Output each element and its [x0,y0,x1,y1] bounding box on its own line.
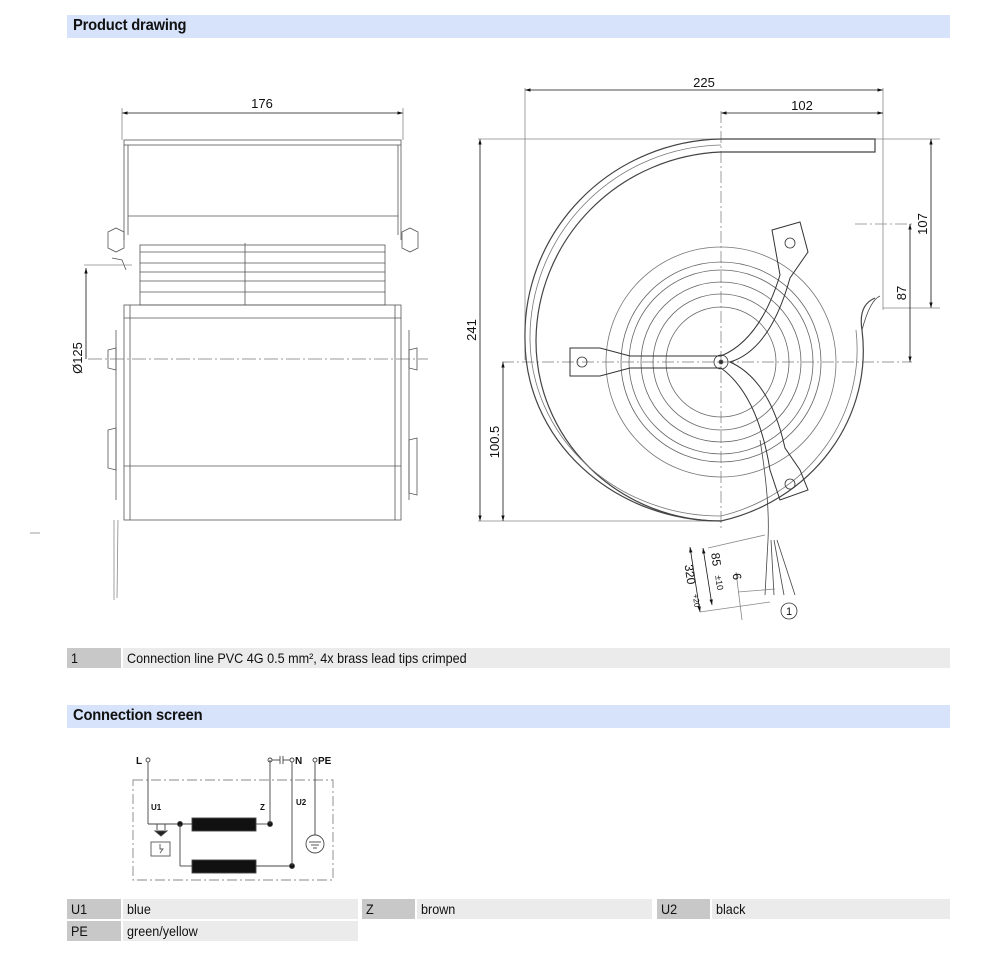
legend-row [67,648,950,668]
section-title: Connection screen [73,707,203,724]
terminal-n-label: N [295,756,303,767]
wiring-diagram [120,745,360,895]
color-table-row [67,899,950,919]
svg-text:±10: ±10 [713,574,726,591]
wire-key: Z [362,899,415,919]
dimension-width-225: 225 [693,75,715,90]
winding-main [192,818,256,831]
ground-icon [306,835,324,853]
dimension-axis-100-5: 100.5 [487,425,502,459]
color-table-row [67,921,950,941]
winding-aux [192,860,256,873]
wire-u1-label: U1 [151,803,162,812]
terminal-l-icon [146,758,150,762]
terminal-pe-label: PE [318,756,332,767]
svg-text:85: 85 [708,551,724,568]
wire-color: green/yellow [123,921,358,941]
dimension-outlet-107: 107 [915,213,930,235]
wire-key: U2 [657,899,710,919]
front-view [478,88,940,620]
svg-text:+20: +20 [690,593,702,608]
dimension-outlet-102: 102 [791,98,813,113]
dimension-87: 87 [894,285,909,301]
wire-u2-label: U2 [296,798,307,807]
dimension-diameter-125: Ø125 [70,342,85,374]
section-header-connection-screen [67,705,950,728]
terminal-n-icon [290,758,294,762]
dimension-tip-6: 6 [729,572,745,581]
wire-color: blue [123,899,358,919]
thermal-protector-icon [155,831,167,836]
wire-key: U1 [67,899,121,919]
side-view [30,108,428,600]
svg-text:320: 320 [681,563,699,586]
terminal-l-label: L [136,756,143,767]
wire-z-label: Z [260,803,265,812]
wire-color: brown [417,899,652,919]
dimension-height-241: 241 [464,319,479,341]
wire-color: black [712,899,950,919]
terminal-pe-icon [313,758,317,762]
callout-1: 1 [785,606,793,618]
dimension-cable-320 [682,564,702,610]
wire-key: PE [67,921,121,941]
section-title: Product drawing [73,17,187,34]
dimension-width-176: 176 [251,96,273,111]
dimension-strip-85 [708,552,727,591]
legend-key: 1 [67,648,121,668]
legend-text: Connection line PVC 4G 0.5 mm², 4x brass lead tips crimped [123,648,950,668]
